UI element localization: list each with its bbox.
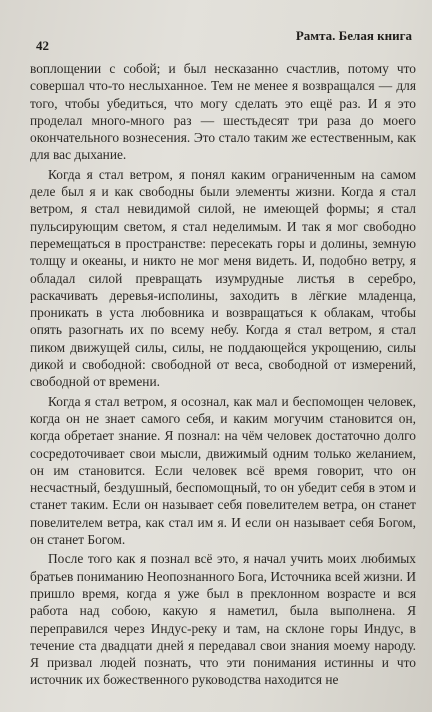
body-text <box>30 60 416 689</box>
page-header <box>30 28 412 53</box>
paragraph: Когда я стал ветром, я осознал, как мал и беспомощен человек, когда он не знает самого себя, и каким могучим становится он, когда обретает знание. Я познал: на чём человек достаточно долго сосредоточивает свои мысли, движимый одним только желанием, он им становится. Если человек всё время говорит, что он несчастный, бездушный, беспомощный, то он убедит себя в этом и станет таким. Если он называет себя повелителем ветра, он станет повелителем ветра, как стал им я. И если он называет себя Богом, он станет Богом. <box>30 393 416 548</box>
running-title: Рамта. Белая книга <box>295 28 412 43</box>
paragraph-continuation: воплощении с собой; и был несказанно счастлив, потому что совершал что-то неслыханное. Тем не менее я возвращался — для того, чтобы убедиться, что могу сделать это ещё раз. И я это проделал много-много раз — шестьдесят три раза до моего окончательного вознесения. Это стало таким же естественным, как для вас дыхание. <box>30 61 416 163</box>
paragraph: После того как я познал всё это, я начал учить моих любимых братьев пониманию Неопознанного Бога, Источника всей жизни. И пришло время, когда я уже был в преклонном возрасте и вся работа над собою, какую я наметил, была выполнена. Я переправился через Индус-реку и там, на склоне горы Индус, в течение ста двадцати дней я передавал свои знания моему народу. Я призвал людей познать, что эти понимания истинны и что источник их божественного руководства находится не <box>30 551 416 688</box>
paragraph: Когда я стал ветром, я понял каким ограниченным на самом деле был я и как свободны были элементы жизни. Когда я стал ветром, я стал невидимой силой, не имеющей формы; я стал пульсирующим светом, я стал неделимым. И так я мог свободно перемещаться в пространстве: пересекать горы и долины, земную толщу и океаны, и никто не мог меня видеть. И, подобно ветру, я обладал силой превращать изумрудные листья в серебро, раскачивать деревья-исполины, заходить в лёгкие младенца, проникать в уста любовника и возвращаться к облакам, чтобы опять разогнать их по всему небу. Когда я стал ветром, я стал пиком движущей силы, силы, не поддающейся укрощению, силы дикой и свободной: свободной от веса, свободной от измерений, свободной от времени. <box>30 166 416 390</box>
page-number: 42 <box>36 38 49 53</box>
